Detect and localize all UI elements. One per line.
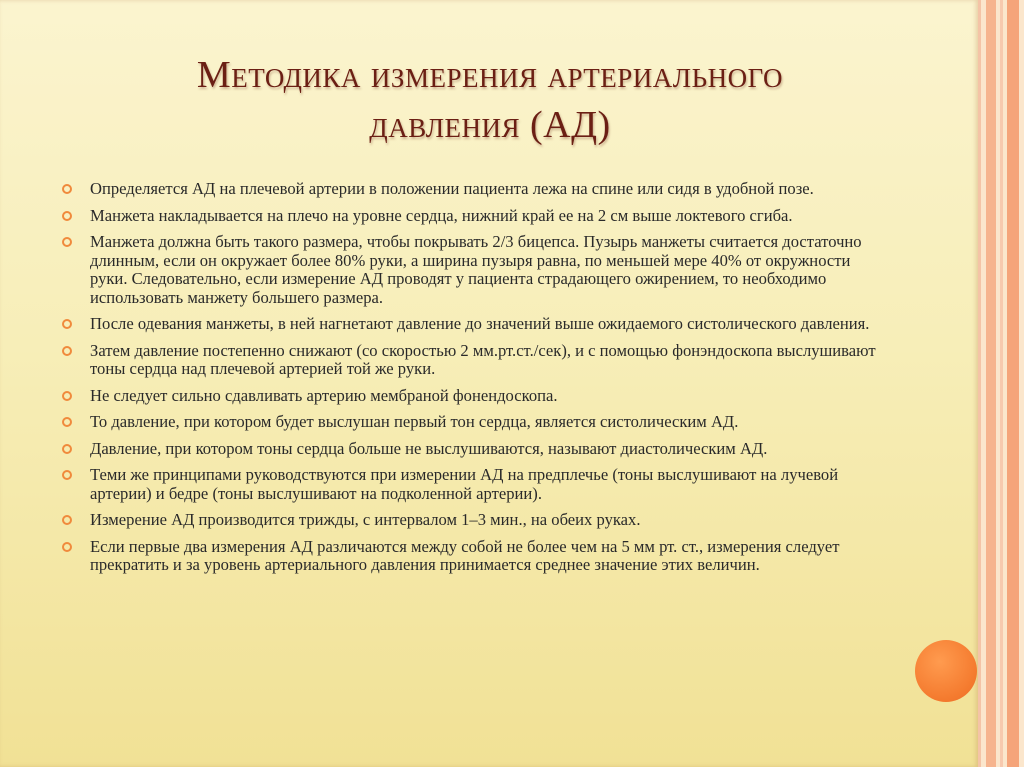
- list-item: [60, 413, 890, 432]
- bullet-text: Измерение АД производится трижды, с интервалом 1–3 мин., на обеих руках.: [90, 510, 641, 529]
- list-item: [60, 207, 890, 226]
- decorative-stripes: [978, 0, 1024, 767]
- bullet-text: Если первые два измерения АД различаются между собой не более чем на 5 мм рт. ст., измерения следует прекратить и за уровень артериального давления принимается среднее значение этих величин.: [90, 536, 840, 574]
- list-item: [60, 387, 890, 406]
- list-item: [60, 466, 890, 503]
- list-item: [60, 342, 890, 379]
- list-item: [60, 180, 890, 199]
- list-item: [60, 315, 890, 334]
- bullet-icon: [62, 417, 72, 427]
- bullet-text: То давление, при котором будет выслушан первый тон сердца, является систолическим АД.: [90, 412, 739, 431]
- stripe: [1007, 0, 1019, 767]
- list-item: [60, 233, 890, 307]
- bullet-text: Манжета должна быть такого размера, чтобы покрывать 2/3 бицепса. Пузырь манжеты считается достаточно длинным, если он окружает более 80% руки, а ширина пузыря равна, по меньшей мере 40% от окружности руки. Следовательно, если измерение АД проводят у пациента страдающего ожирением, то необходимо использовать манжету большего размера.: [90, 232, 862, 307]
- bullet-list: [60, 180, 890, 583]
- bullet-icon: [62, 391, 72, 401]
- title-line-2: давления (АД): [369, 104, 611, 146]
- slide-title: [60, 50, 920, 150]
- bullet-icon: [62, 515, 72, 525]
- bullet-text: Давление, при котором тоны сердца больше не выслушиваются, называют диастолическим АД.: [90, 438, 768, 458]
- bullet-icon: [62, 444, 72, 454]
- stripe: [986, 0, 996, 767]
- bullet-text: Определяется АД на плечевой артерии в положении пациента лежа на спине или сидя в удобной позе.: [90, 179, 814, 198]
- list-item: [60, 538, 890, 575]
- list-item: [60, 511, 890, 530]
- bullet-icon: [62, 237, 72, 247]
- bullet-text: После одевания манжеты, в ней нагнетают давление до значений выше ожидаемого систолического давления.: [90, 314, 870, 333]
- list-item: [60, 440, 890, 459]
- stripe: [1000, 0, 1003, 767]
- stripe: [978, 0, 981, 767]
- decorative-circle: [915, 640, 977, 702]
- bullet-text: Не следует сильно сдавливать артерию мембраной фонендоскопа.: [90, 385, 558, 405]
- bullet-text: Теми же принципами руководствуются при измерении АД на предплечье (тоны выслушивают на лучевой артерии) и бедре (тоны выслушивают на подколенной артерии).: [90, 465, 839, 503]
- bullet-icon: [62, 319, 72, 329]
- bullet-icon: [62, 542, 72, 552]
- bullet-icon: [62, 211, 72, 221]
- bullet-text: Затем давление постепенно снижают (со скоростью 2 мм.рт.ст./сек), и с помощью фонэндоскопа выслушивают тоны сердца над плечевой артерией той же руки.: [90, 340, 876, 378]
- bullet-icon: [62, 184, 72, 194]
- bullet-icon: [62, 470, 72, 480]
- bullet-icon: [62, 346, 72, 356]
- title-line-1: Методика измерения артериального: [196, 54, 784, 96]
- bullet-text: Манжета накладывается на плечо на уровне сердца, нижний край ее на 2 см выше локтевого сгиба.: [90, 205, 793, 225]
